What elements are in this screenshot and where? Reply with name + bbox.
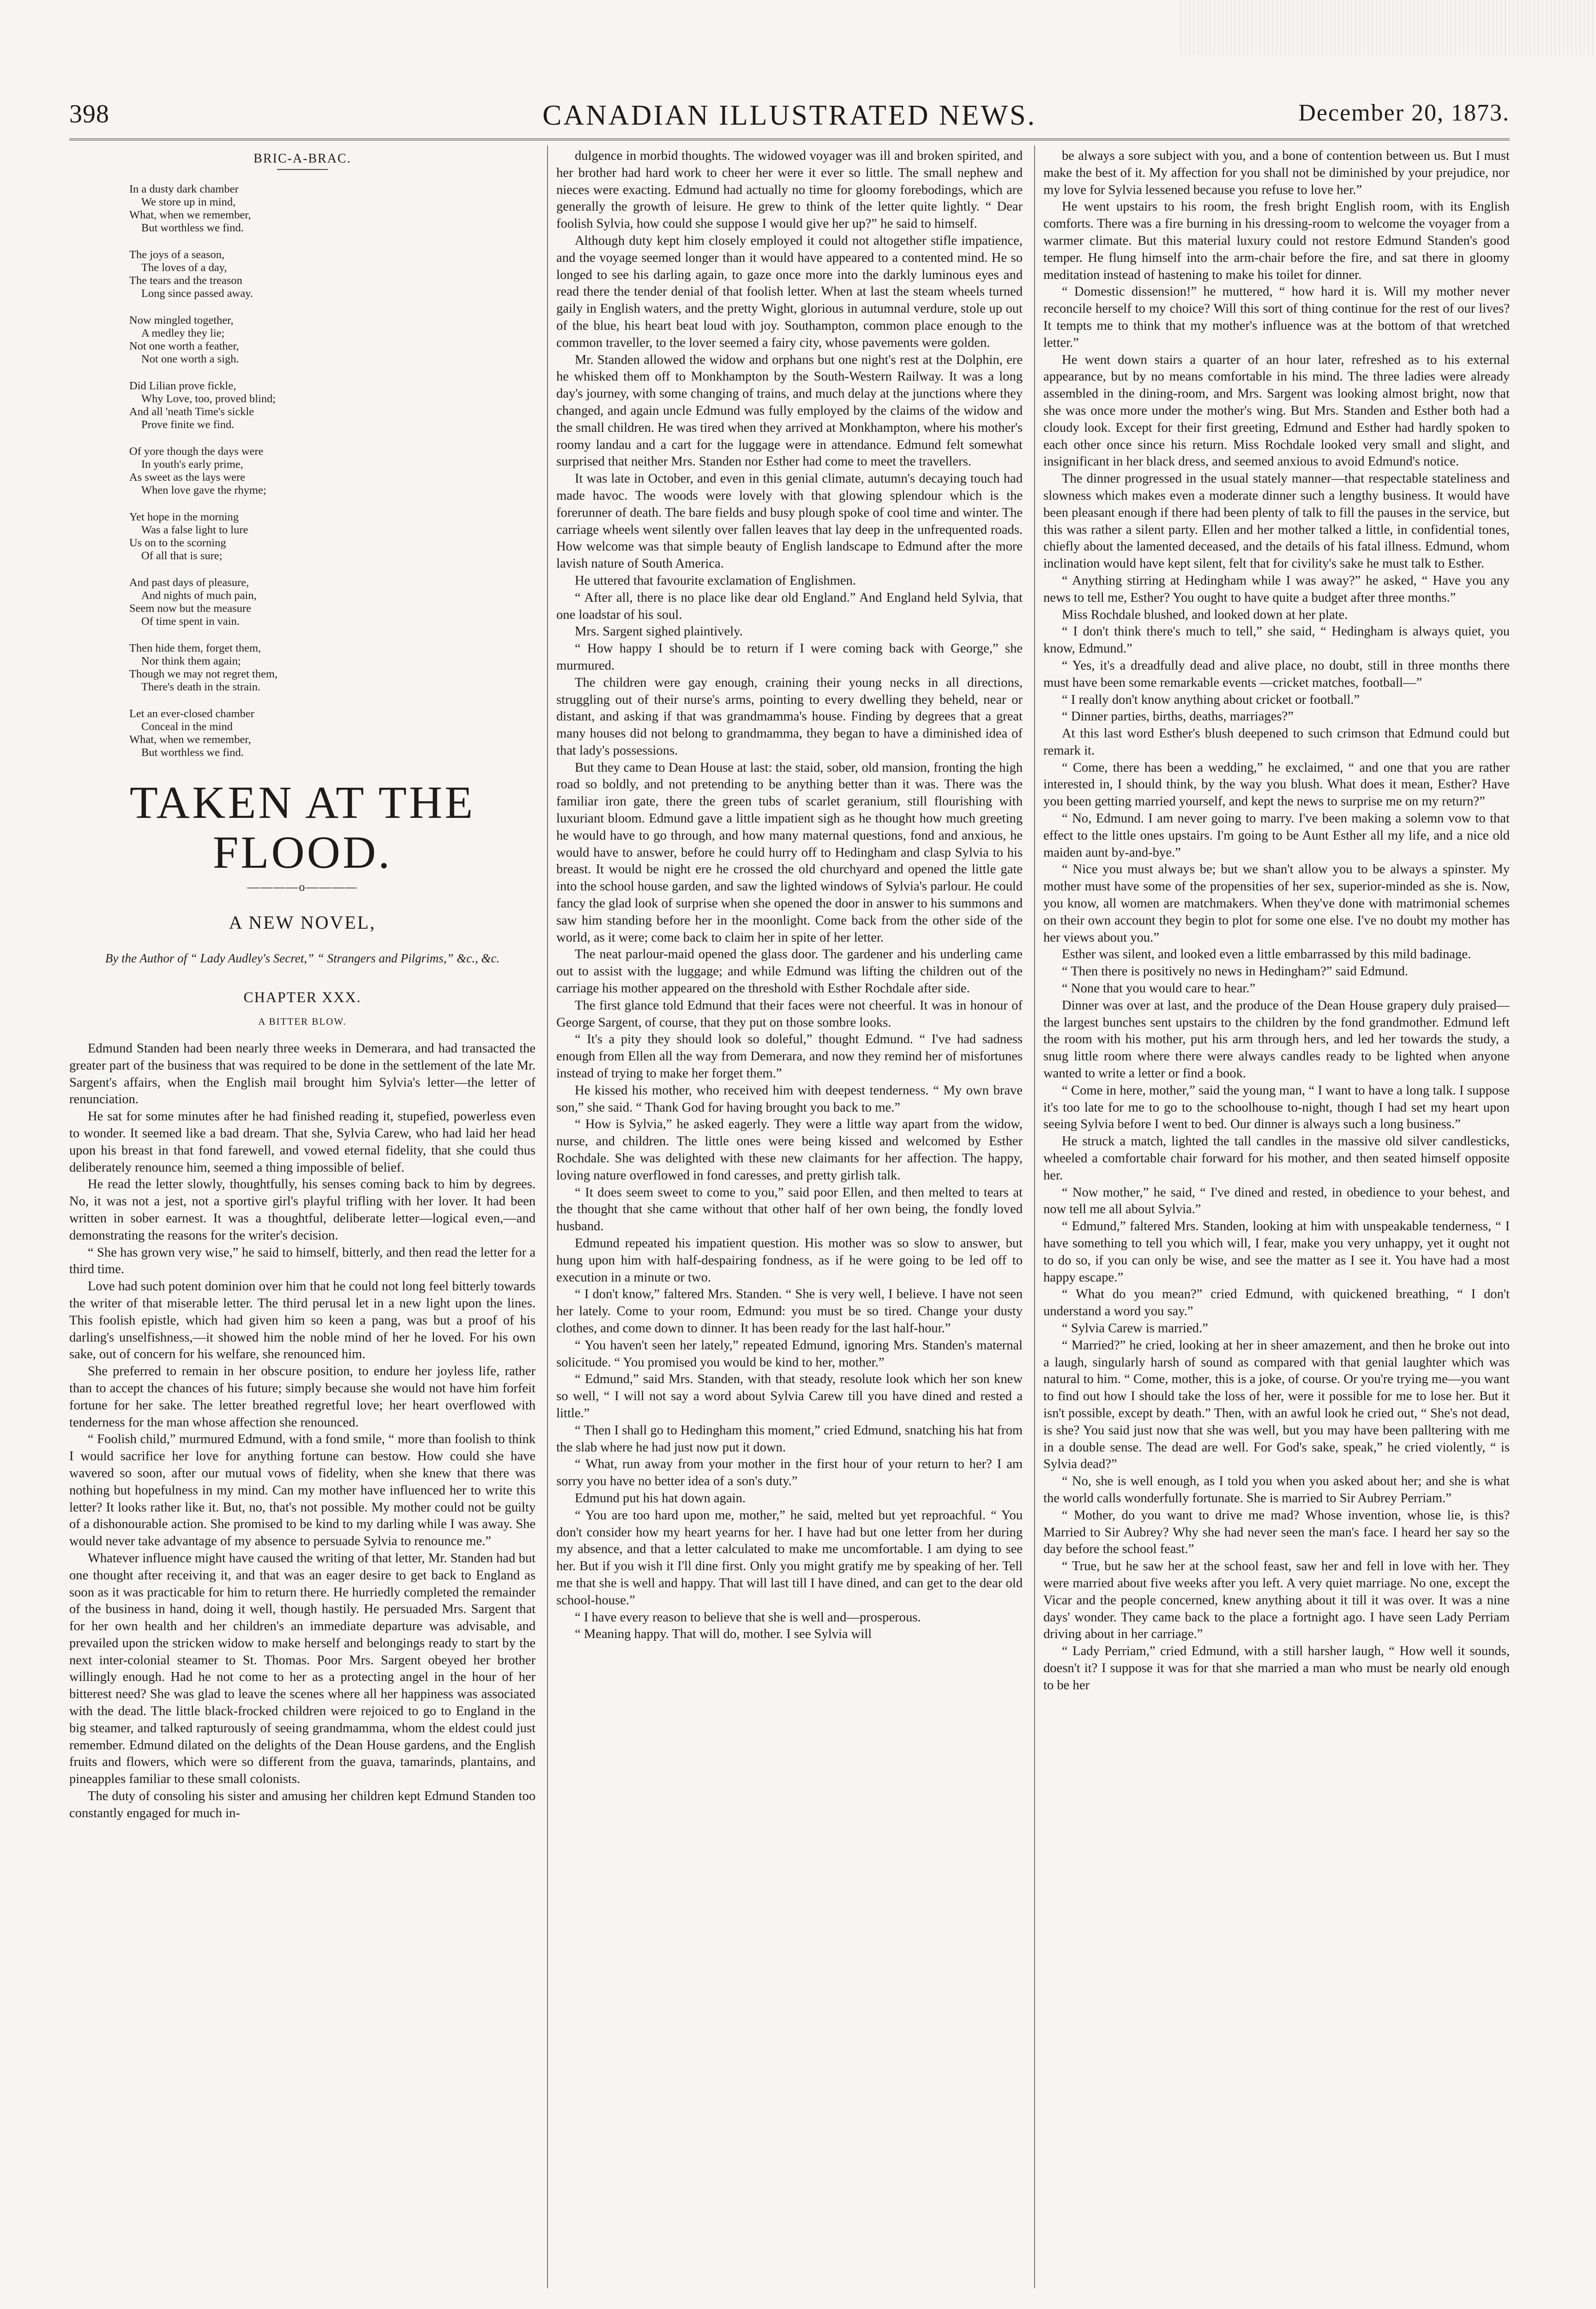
paragraph: At this last word Esther's blush deepened to such crimson that Edmund could but remark it. bbox=[1043, 726, 1510, 758]
poem-line: And past days of pleasure, bbox=[129, 576, 249, 589]
header-rule bbox=[69, 139, 1510, 140]
paragraph: “ Now mother,” he said, “ I've dined and rested, in obedience to your behest, and now tell me all about Sylvia.” bbox=[1043, 1185, 1510, 1217]
poem-title: BRIC-A-BRAC. bbox=[253, 151, 351, 166]
paragraph: “ True, but he saw her at the school feast, saw her and fell in love with her. They were married about five weeks after you left. A very quiet marriage. No one, except the Vicar and the people concerned, knew anything about it till it was over. It was a nine days' wonder. They came back to the place a fortnight ago. I have seen Lady Perriam driving about in her carriage.” bbox=[1043, 1559, 1510, 1642]
paragraph: “ No, she is well enough, as I told you when you asked about her; and she is what the world calls wonderfully fortunate. She is married to Sir Aubrey Perriam.” bbox=[1043, 1474, 1510, 1505]
paragraph: “ Lady Perriam,” cried Edmund, with a still harsher laugh, “ How well it sounds, doesn't it? I suppose it was for that she married a man who must be nearly old enough to be her bbox=[1043, 1644, 1510, 1692]
poem-stanza bbox=[129, 445, 536, 497]
poem-line: Seem now but the measure bbox=[129, 602, 251, 615]
poem-line: Us on to the scorning bbox=[129, 537, 226, 549]
title-rule bbox=[277, 169, 328, 170]
paragraph: be always a sore subject with you, and a bone of contention between us. But I must make the best of it. My affection for you shall not be diminished by your prejudice, nor my love for Sylvia lessened because you refuse to love her.” bbox=[1043, 149, 1510, 197]
page-header bbox=[69, 99, 1510, 136]
paragraph: “ Sylvia Carew is married.” bbox=[1062, 1321, 1208, 1336]
paragraph: “ You haven't seen her lately,” repeated Edmund, ignoring Mrs. Standen's maternal solicitude. “ You promised you would be kind to her, mother.” bbox=[556, 1338, 1023, 1370]
paragraph: “ No, Edmund. I am never going to marry. I've been making a solemn vow to that effect to the little ones upstairs. I'm going to be Aunt Esther all my life, and a nice old maiden aunt by-and-bye.” bbox=[1043, 811, 1510, 860]
poem-line: And all 'neath Time's sickle bbox=[129, 405, 254, 418]
poem-line: Of time spent in vain. bbox=[141, 615, 240, 628]
column-divider bbox=[1034, 145, 1035, 2288]
poem-line: Nor think them again; bbox=[141, 655, 241, 667]
paragraph: “ Come in here, mother,” said the young man, “ I want to have a long talk. I suppose it's too late for me to go to the schoolhouse to-night, though I had set my heart upon seeing Sylvia before I went to bed. Our dinner is always such a long business.” bbox=[1043, 1083, 1510, 1132]
paragraph: “ You are too hard upon me, mother,” he said, melted but yet reproachful. “ You don't consider how my heart yearns for her. I have had but one letter from her during my absence, and that a letter calculated to make me uncomfortable. I am dying to see her. But if you wish it I'll dine first. Only you might gratify me by speaking of her. Tell me that she is well and happy. That will last till I have dined, and can get to the dear old school-house.” bbox=[556, 1508, 1023, 1608]
paragraph: Miss Rochdale blushed, and looked down at her plate. bbox=[1062, 607, 1348, 622]
chapter-heading: CHAPTER XXX. bbox=[243, 989, 361, 1005]
poem-line: And nights of much pain, bbox=[141, 589, 257, 602]
paragraph: The first glance told Edmund that their faces were not cheerful. It was in honour of George Sargent, of course, that they put on those sombre looks. bbox=[556, 998, 1023, 1030]
poem-line: Did Lilian prove fickle, bbox=[129, 380, 236, 392]
poem-line: Long since passed away. bbox=[141, 287, 253, 300]
paragraph: He struck a match, lighted the tall candles in the massive old silver candlesticks, wheeled a comfortable chair forward for his mother, and then seated himself opposite her. bbox=[1043, 1134, 1510, 1183]
poem-line: But worthless we find. bbox=[141, 222, 244, 234]
paragraph: The duty of consoling his sister and amusing her children kept Edmund Standen too constantly engaged for much in- bbox=[69, 1789, 536, 1820]
paragraph: “ Nice you must always be; but we shan't allow you to be always a spinster. My mother must have some of the propensities of her sex, superior-minded as she is. Now, you know, all women are matchmakers. When they've done with matrimonial schemes on their own account they begin to plot for some one else. I've no doubt my mother has her views about you.” bbox=[1043, 862, 1510, 945]
column-3 bbox=[1043, 148, 1510, 2291]
paragraph: “ It's a pity they should look so doleful,” thought Edmund. “ I've had sadness enough from Ellen all the way from Demerara, and now they remind her of misfortunes instead of trying to make her forget them.” bbox=[556, 1032, 1023, 1081]
paragraph: “ Domestic dissension!” he muttered, “ how hard it is. Will my mother never reconcile herself to my choice? Will this sort of thing continue for the rest of our lives? It tempts me to think that my mother's influence was at the bottom of that wretched letter.” bbox=[1043, 284, 1510, 350]
paragraph: “ Mother, do you want to drive me mad? Whose invention, whose lie, is this? Married to Sir Aubrey? Why she had never seen the man's face. I heard her say so the day before the school feast.” bbox=[1043, 1508, 1510, 1557]
paragraph: “ Married?” he cried, looking at her in sheer amazement, and then he broke out into a laugh, singularly harsh of sound as compared with that genial laughter which was natural to him. “ Come, mother, this is a joke, of course. Or you're trying me—you want to find out how I should take the loss of her, were it possible for me to lose her. But it isn't possible, except by death.” Then, with an awful look he cried out, “ She's not dead, is she? You said just now that she was well, but you may have been palltering with me in a double sense. The dead are well. For God's sake, speak,” he cried violently, “ is Sylvia dead?” bbox=[1043, 1338, 1510, 1472]
poem-line: Now mingled together, bbox=[129, 314, 234, 326]
poem-line: Not one worth a feather, bbox=[129, 340, 239, 352]
paragraph: Edmund put his hat down again. bbox=[575, 1491, 746, 1505]
paragraph: “ Edmund,” said Mrs. Standen, with that steady, resolute look which her son knew so well, “ I will not say a word about Sylvia Carew till you have dined and rested a little.” bbox=[556, 1372, 1023, 1420]
poem-line: The tears and the treason bbox=[129, 274, 242, 287]
paragraph: “ None that you would care to hear.” bbox=[1062, 981, 1256, 996]
column-2 bbox=[556, 148, 1023, 2272]
poem-line: The loves of a day, bbox=[141, 261, 227, 274]
paragraph: Edmund Standen had been nearly three weeks in Demerara, and had transacted the greater part of the business that was required to be done in the settlement of the late Mr. Sargent's affairs, when the English mail brought him Sylvia's letter—the letter of renunciation. bbox=[69, 1041, 536, 1107]
paragraph: But they came to Dean House at last: the staid, sober, old mansion, fronting the high road so boldly, and not pretending to be anything better than it was. There was the familiar iron gate, there the green tubs of scarlet geranium, still flourishing with luxuriant bloom. Edmund gave a little impatient sigh as he thought how much greeting he would have to go through, and how many maternal questions, fond and anxious, he would have to answer, before he could hurry off to Hedingham and clasp Sylvia to his breast. It would be night ere he crossed the old churchyard and opened the little gate into the school house garden, and saw the lighted windows of Sylvia's parlour. He could fancy the glad look of surprise when she opened the door in answer to his summons and saw him standing before her in the moonlight. Come back from the other side of the world, as it were; come back to claim her in spite of her letter. bbox=[556, 760, 1023, 945]
paragraph: “ Then I shall go to Hedingham this moment,” cried Edmund, snatching his hat from the slab where he had just now put it down. bbox=[556, 1423, 1023, 1455]
column-divider bbox=[547, 145, 548, 2288]
poem-line: There's death in the strain. bbox=[141, 681, 261, 693]
poem-line: The joys of a season, bbox=[129, 248, 225, 261]
paragraph: Dinner was over at last, and the produce of the Dean House grapery duly praised—the largest bunches sent upstairs to the children by the fond grandmother. Edmund left the room with his mother, put his arm through hers, and led her towards the study, a snug little room where there were always candles ready to be lighted when anyone wanted to write a letter or find a book. bbox=[1043, 998, 1510, 1081]
poem-line: Yet hope in the morning bbox=[129, 511, 239, 523]
paragraph: “ I don't think there's much to tell,” she said, “ Hedingham is always quiet, you know, Edmund.” bbox=[1043, 624, 1510, 656]
paragraph: He uttered that favourite exclamation of Englishmen. bbox=[575, 573, 856, 588]
column-2-body bbox=[556, 148, 1023, 1643]
paragraph: “ Meaning happy. That will do, mother. I see Sylvia will bbox=[575, 1627, 872, 1642]
poem-stanza bbox=[129, 576, 536, 628]
paragraph: He kissed his mother, who received him with deepest tenderness. “ My own brave son,” she said. “ Thank God for having brought you back to me.” bbox=[556, 1083, 1023, 1115]
poem-line: We store up in mind, bbox=[141, 196, 236, 208]
paragraph: “ She has grown very wise,” he said to himself, bitterly, and then read the letter for a third time. bbox=[69, 1245, 536, 1277]
paragraph: Whatever influence might have caused the writing of that letter, Mr. Standen had but one thought after receiving it, and that was an eager desire to get back to England as soon as it was practicable for him to return there. He hurriedly completed the remainder of the business in hand, doing it well, though hastily. He persuaded Mrs. Sargent that for her own health and her children's an immediate departure was advisable, and prevailed upon the stricken widow to make herself and belongings ready to start by the next inter-colonial steamer to St. Thomas. Poor Mrs. Sargent obeyed her brother willingly enough. Had he not come to her as a protecting angel in the hour of her bitterest need? She was glad to leave the scenes where all her happiness was associated with the dead. The little black-frocked children were rejoiced to go to England in the big steamer, and talked rapturously of seeing grandmamma, whom the eldest could just remember. Edmund dilated on the delights of the Dean House gardens, and the English fruits and flowers, which were so different from the guava, tamarinds, plantains, and pineapples familiar to these small colonists. bbox=[69, 1551, 536, 1787]
paragraph: Esther was silent, and looked even a little embarrassed by this mild badinage. bbox=[1062, 947, 1471, 962]
issue-date: December 20, 1873. bbox=[1298, 100, 1510, 126]
paragraph: Although duty kept him closely employed it could not altogether stifle impatience, and the voyage seemed longer than it would have appeared to a contented mind. He so longed to see his darling again, to gaze once more into the darkly luminous eyes and read there the tender denial of that foolish letter. When at last the steam wheels turned gaily in English waters, and the pretty Wight, glorious in autumnal verdure, stole up out of the blue, his heart beat loud with joy. Southampton, common place enough to the common traveller, to the lover seemed a fairy city, whose pavements were golden. bbox=[556, 233, 1023, 350]
scan-texture bbox=[1180, 0, 1596, 55]
paragraph: “ I don't know,” faltered Mrs. Standen. “ She is very well, I believe. I have not seen her lately. Come to your room, Edmund: you must be so tired. Change your dusty clothes, and come down to dinner. It has been ready for the last half-hour.” bbox=[556, 1287, 1023, 1336]
poem-line: A medley they lie; bbox=[141, 327, 225, 339]
byline: By the Author of “ Lady Audley's Secret,” “ Strangers and Pilgrims,” &c., &c. bbox=[105, 951, 500, 965]
paragraph: Mr. Standen allowed the widow and orphans but one night's rest at the Dolphin, ere he whisked them off to Monkhampton by the South-Western Railway. It was a long day's journey, with some changing of trains, and much delay at the junctions where they changed, and again uncle Edmund was fully employed by the claims of the widow and the small children. He was tired when they arrived at Monkhampton, where his mother's roomy landau and a cart for the luggage were in attendance. Edmund felt somewhat surprised that neither Mrs. Standen nor Esther had come to meet the travellers. bbox=[556, 352, 1023, 469]
paragraph: dulgence in morbid thoughts. The widowed voyager was ill and broken spirited, and her brother had hard work to cheer her were it ever so little. The small nephew and nieces were exacting. Edmund had actually no time for gloomy forebodings, which are generally the growth of leisure. He grew to think of the letter quite lightly. “ Dear foolish Sylvia, how could she suppose I would give her up?” he said to himself. bbox=[556, 149, 1023, 231]
paragraph: “ What, run away from your mother in the first hour of your return to her? I am sorry you have no better idea of a son's duty.” bbox=[556, 1457, 1023, 1489]
poem-line: But worthless we find. bbox=[141, 746, 244, 759]
paragraph: He read the letter slowly, thoughtfully, his senses coming back to him by degrees. No, it was not a jest, not a sportive girl's playful trifling with her lover. It had been written in sober earnest. It was a thoughtful, deliberate letter—logical even,—and demonstrating the reasons for the writer's decision. bbox=[69, 1177, 536, 1243]
paragraph: Edmund repeated his impatient question. His mother was so slow to answer, but hung upon him with half-despairing fondness, as if he were going to be led off to execution in a minute or two. bbox=[556, 1236, 1023, 1285]
poem-line: Not one worth a sigh. bbox=[141, 353, 239, 365]
paragraph: He went down stairs a quarter of an hour later, refreshed as to his external appearance, but by no means comfortable in his mind. The three ladies were already assembled in the dining-room, and Mrs. Sargent was looking almost bright, now that she was once more under the mother's wing. But Mrs. Standen and Esther both had a cloudy look. Except for their first greeting, Edmund and Esther had hardly spoken to each other once since his return. Miss Rochdale looked very small and slight, and insignificant in her black dress, and seemed anxious to avoid Edmund's notice. bbox=[1043, 352, 1510, 469]
poem-line: Was a false light to lure bbox=[141, 524, 248, 536]
poem-stanza bbox=[129, 314, 536, 366]
paragraph: He sat for some minutes after he had finished reading it, stupefied, powerless even to wonder. It seemed like a bad dream. That she, Sylvia Carew, who had laid her head upon his breast in that fond farewell, and vowed eternal fidelity, that she could thus deliberately renounce him, seemed a thing impossible of belief. bbox=[69, 1109, 536, 1175]
poem-stanza bbox=[129, 642, 536, 694]
poem-stanza bbox=[129, 511, 536, 562]
paragraph: He went upstairs to his room, the fresh bright English room, with its English comforts. There was a fire burning in his dressing-room to welcome the voyager from a warmer climate. But this material luxury could not restore Edmund Standen's good temper. He flung himself into the arm-chair before the fire, and sat there in gloomy meditation instead of hastening to make his toilet for dinner. bbox=[1043, 199, 1510, 282]
paragraph: The children were gay enough, craining their young necks in all directions, struggling out of their nurse's arms, pointing to every dwelling they beheld, near or distant, and asking if that was grandmamma's house. Finding by degrees that a great many houses did not belong to grandmamma, they began to have a diminished idea of that lady's possessions. bbox=[556, 675, 1023, 758]
poem-line: Let an ever-closed chamber bbox=[129, 707, 254, 720]
paragraph: The neat parlour-maid opened the glass door. The gardener and his underling came out to assist with the luggage; and while Edmund was lifting the children out of the carriage his mother appeared on the threshold with Esther Rochdale after side. bbox=[556, 947, 1023, 996]
paragraph: “ After all, there is no place like dear old England.” And England held Sylvia, that one loadstar of his soul. bbox=[556, 590, 1023, 622]
column-3-body bbox=[1043, 148, 1510, 1694]
poem-line: Of yore though the days were bbox=[129, 445, 264, 458]
paragraph: “ Anything stirring at Hedingham while I was away?” he asked, “ Have you any news to tell me, Esther? You ought to have quite a budget after three months.” bbox=[1043, 573, 1510, 605]
paragraph: Mrs. Sargent sighed plaintively. bbox=[575, 624, 743, 639]
novel-subtitle: A NEW NOVEL, bbox=[229, 912, 376, 933]
poem-line: What, when we remember, bbox=[129, 733, 251, 746]
paragraph: “ How is Sylvia,” he asked eagerly. They were a little way apart from the widow, nurse, and children. The little ones were being kissed and welcomed by Esther Rochdale. She was delighted with these new claimants for her affection. The happy, loving nature overflowed in fond caresses, and pretty girlish talk. bbox=[556, 1117, 1023, 1183]
novel-title: TAKEN AT THE FLOOD. bbox=[129, 777, 476, 878]
paragraph: It was late in October, and even in this genial climate, autumn's decaying touch had made havoc. The woods were lovely with that glowing splendour which is the forerunner of death. The bare fields and busy plough spoke of cool time and winter. The carriage wheels went silently over fallen leaves that lay deep in the unfrequented roads. How welcome was that simple beauty of English landscape to Edmund after the more lavish nature of South America. bbox=[556, 471, 1023, 571]
chapter-title: A BITTER BLOW. bbox=[258, 1016, 347, 1027]
paragraph: “ It does seem sweet to come to you,” said poor Ellen, and then melted to tears at the thought that she came without that other half of her own being, the fondly loved husband. bbox=[556, 1185, 1023, 1234]
poem-line: Of all that is sure; bbox=[141, 550, 223, 562]
paragraph: “ Dinner parties, births, deaths, marriages?” bbox=[1062, 709, 1294, 724]
poem-line: Conceal in the mind bbox=[141, 720, 233, 733]
paragraph: “ Yes, it's a dreadfully dead and alive place, no doubt, still in three months there must have been some remarkable events —cricket matches, football—” bbox=[1043, 658, 1510, 690]
poem-line: What, when we remember, bbox=[129, 209, 251, 221]
paragraph: “ Foolish child,” murmured Edmund, with a fond smile, “ more than foolish to think I would sacrifice her love for anything fortune can bestow. How could she have wavered so soon, after our mutual vows of fidelity, when she knew that there was nothing but hopefulness in my mind. Can my mother have influenced her to write this letter? It looks rather like it. But, no, that's not possible. My mother could not be guilty of a dishonourable action. She promised to be kind to my darling while I was away. She would never take advantage of my absence to persuade Sylvia to renounce me.” bbox=[69, 1432, 536, 1549]
paragraph: “ Edmund,” faltered Mrs. Standen, looking at him with unspeakable tenderness, “ I have something to tell you which will, I fear, make you very unhappy, yet it ought not to do so, if you can only be wise, and see the matter as I see it. You have had a most happy escape.” bbox=[1043, 1219, 1510, 1285]
poem-line: Then hide them, forget them, bbox=[129, 642, 261, 654]
paragraph: “ Then there is positively no news in Hedingham?” said Edmund. bbox=[1062, 964, 1408, 979]
poem bbox=[129, 183, 536, 759]
ornament-rule: ————o———— bbox=[247, 880, 358, 894]
poem-line: In a dusty dark chamber bbox=[129, 183, 239, 195]
paragraph: “ What do you mean?” cried Edmund, with quickened breathing, “ I don't understand a word you say.” bbox=[1043, 1287, 1510, 1319]
poem-line: As sweet as the lays were bbox=[129, 471, 246, 484]
paragraph: “ How happy I should be to return if I were coming back with George,” she murmured. bbox=[556, 641, 1023, 673]
poem-stanza bbox=[129, 183, 536, 235]
poem-line: Though we may not regret them, bbox=[129, 668, 278, 680]
poem-stanza bbox=[129, 380, 536, 431]
poem-stanza bbox=[129, 707, 536, 759]
poem-line: Prove finite we find. bbox=[141, 418, 235, 431]
paragraph: She preferred to remain in her obscure position, to endure her joyless life, rather than to accept the chances of his future; simply because she would not have him forfeit fortune for her sake. The letter breathed regretful love; her heart overflowed with tenderness for the man whose affection she renounced. bbox=[69, 1364, 536, 1430]
column-1 bbox=[69, 148, 536, 2291]
paragraph: Love had such potent dominion over him that he could not long feel bitterly towards the writer of that miserable letter. The third perusal let in a new light upon the lines. This foolish epistle, which had given him so keen a pang, was but a proof of his darling's unselfishness,—it showed him the noble mind of her he loved. For his own sake, out of concern for his welfare, she renounced him. bbox=[69, 1279, 536, 1362]
paragraph: The dinner progressed in the usual stately manner—that respectable stateliness and slowness which makes even a moderate dinner such a lengthy business. It would have been pleasant enough if there had been plenty of talk to fill the pauses in the service, but this was rather a silent party. Ellen and her mother talked a little, in confidential tones, chiefly about the lamented deceased, and the details of his fatal illness. Edmund, whom inclination would have kept silent, felt that for civility's sake he must talk to Esther. bbox=[1043, 471, 1510, 571]
publication-title: CANADIAN ILLUSTRATED NEWS. bbox=[542, 100, 1037, 131]
page-number: 398 bbox=[69, 100, 109, 128]
poem-stanza bbox=[129, 248, 536, 300]
column-1-body bbox=[69, 1040, 536, 1822]
paragraph: “ Come, there has been a wedding,” he exclaimed, “ and one that you are rather interested in, I should think, by the way you blush. What does it mean, Esther? Have you been getting married yourself, and kept the news to surprise me on my return?” bbox=[1043, 760, 1510, 809]
poem-line: Why Love, too, proved blind; bbox=[141, 393, 276, 405]
paragraph: “ I really don't know anything about cricket or football.” bbox=[1062, 692, 1360, 707]
paragraph: “ I have every reason to believe that she is well and—prosperous. bbox=[575, 1610, 921, 1625]
poem-line: In youth's early prime, bbox=[141, 458, 243, 471]
poem-line: When love gave the rhyme; bbox=[141, 484, 266, 496]
